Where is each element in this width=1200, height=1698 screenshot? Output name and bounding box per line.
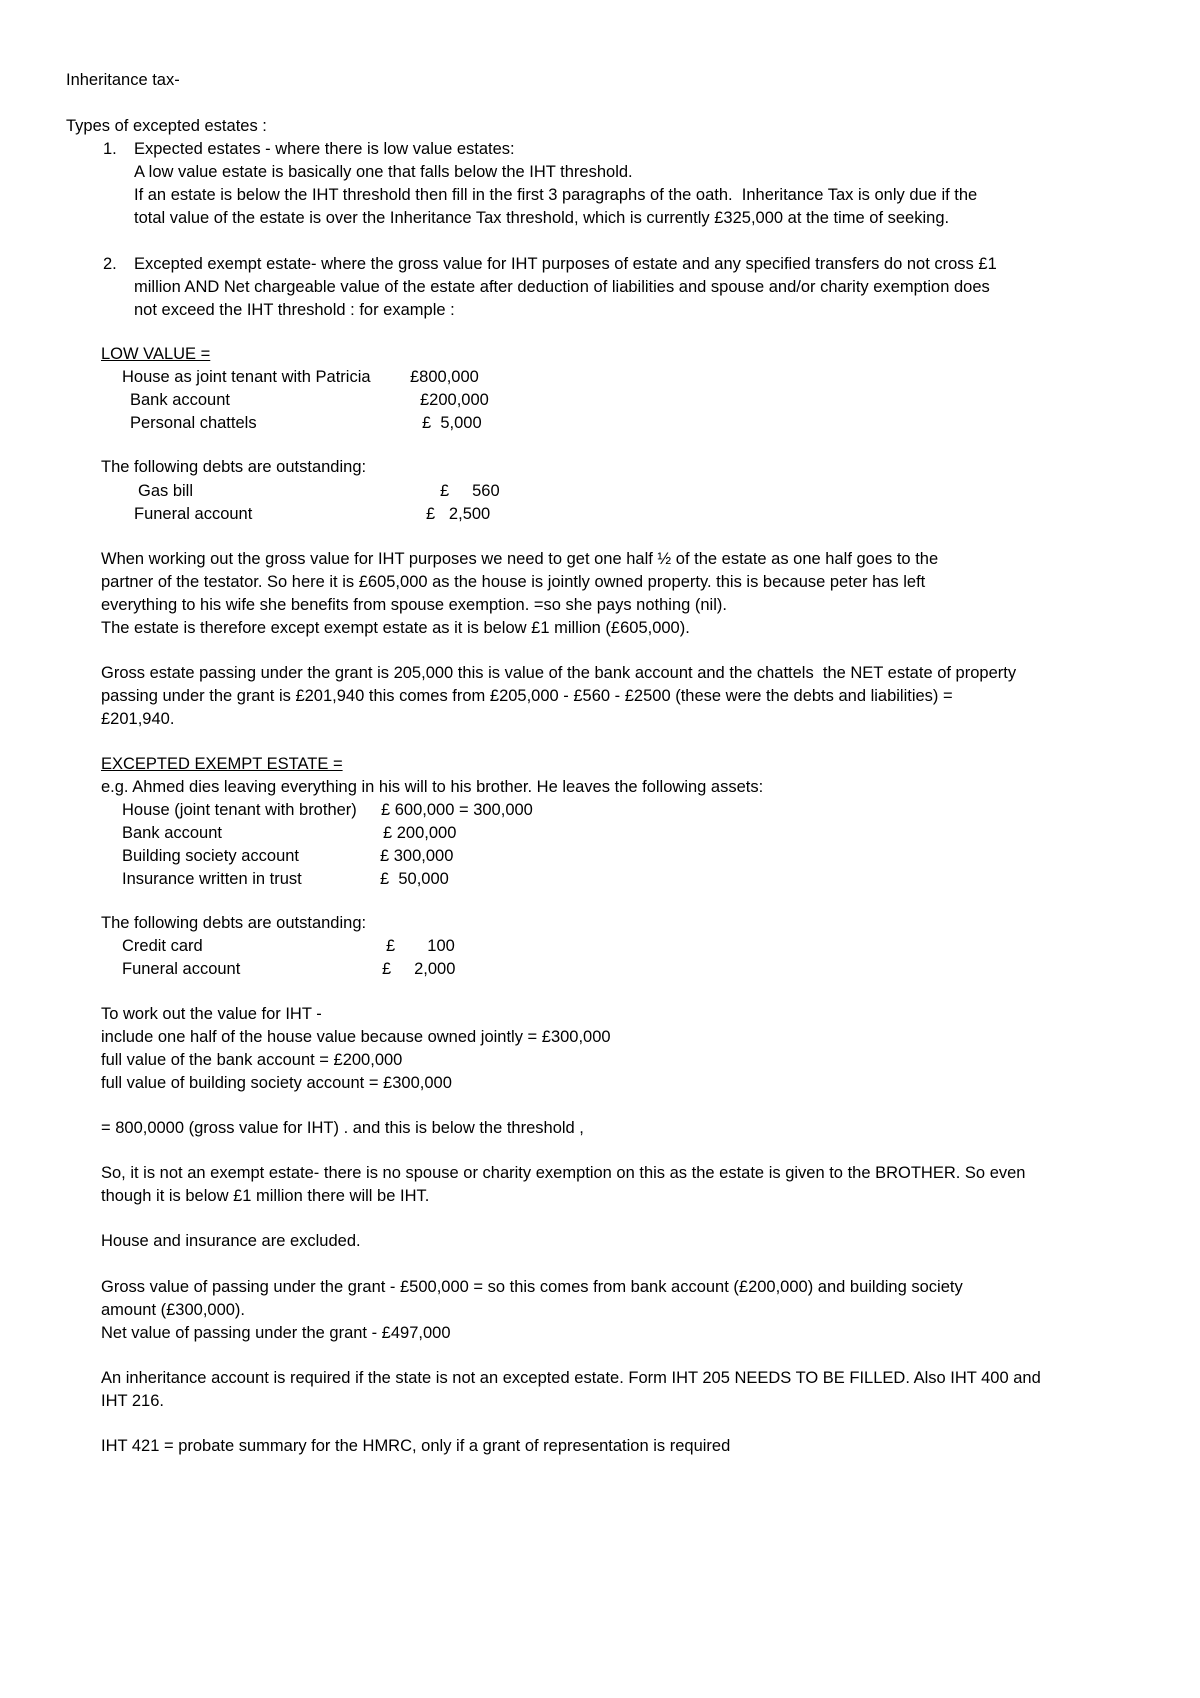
result-line: = 800,0000 (gross value for IHT) . and this is below the threshold , (101, 1119, 584, 1137)
debt-label: Credit card (122, 937, 203, 955)
item-1-number: 1. (103, 140, 117, 158)
paragraph-line: When working out the gross value for IHT purposes we need to get one half ½ of the estate as one half goes to the (101, 550, 939, 568)
asset-label: Bank account (130, 391, 230, 409)
iht421-line: IHT 421 = probate summary for the HMRC, only if a grant of representation is required (101, 1437, 731, 1455)
work-out-line: full value of the bank account = £200,000 (101, 1051, 403, 1069)
asset-amount: £ 5,000 (422, 414, 482, 432)
asset-amount: £ 50,000 (380, 870, 449, 888)
asset-amount: £ 200,000 (383, 824, 457, 842)
debt-amount: £ 2,500 (426, 505, 491, 523)
debt-amount: £ 2,000 (382, 960, 456, 978)
paragraph-line: Gross estate passing under the grant is 205,000 this is value of the bank account and the chattels the NET estate of property (101, 664, 1017, 682)
paragraph-line: Gross value of passing under the grant - £500,000 = so this comes from bank account (£200,000) and building society (101, 1278, 963, 1296)
excepted-exempt-heading: EXCEPTED EXEMPT ESTATE = (101, 755, 343, 773)
paragraph-line: passing under the grant is £201,940 this comes from £205,000 - £560 - £2500 (these were the debts and liabilities) = (101, 687, 953, 705)
asset-label: Insurance written in trust (122, 870, 302, 888)
debt-label: Funeral account (134, 505, 253, 523)
asset-amount: £200,000 (420, 391, 489, 409)
item-1-line: total value of the estate is over the Inheritance Tax threshold, which is currently £325,000 at the time of seeking. (134, 209, 950, 227)
paragraph-line: £201,940. (101, 710, 175, 728)
debt-amount: £ 100 (386, 937, 455, 955)
paragraph-line: So, it is not an exempt estate- there is no spouse or charity exemption on this as the estate is given to the BROTHER. So even (101, 1164, 1026, 1182)
example-intro: e.g. Ahmed dies leaving everything in his will to his brother. He leaves the following assets: (101, 778, 764, 796)
paragraph-line: amount (£300,000). (101, 1301, 246, 1319)
types-heading: Types of excepted estates : (66, 117, 267, 135)
asset-amount: £800,000 (410, 368, 479, 386)
debt-label: Funeral account (122, 960, 241, 978)
debt-label: Gas bill (138, 482, 194, 500)
paragraph-line: An inheritance account is required if the state is not an excepted estate. Form IHT 205 NEEDS TO BE FILLED. Also IHT 400 and (101, 1369, 1041, 1387)
item-2-line: Excepted exempt estate- where the gross value for IHT purposes of estate and any specified transfers do not cross £1 (134, 255, 997, 273)
item-2-number: 2. (103, 255, 117, 273)
asset-amount: £ 600,000 = 300,000 (381, 801, 533, 819)
asset-label: House as joint tenant with Patricia (122, 368, 371, 386)
asset-label: Building society account (122, 847, 300, 865)
item-2-line: not exceed the IHT threshold : for example : (134, 301, 455, 319)
paragraph-line: The estate is therefore except exempt estate as it is below £1 million (£605,000). (101, 619, 690, 637)
page-title: Inheritance tax- (66, 71, 180, 89)
item-1-line: If an estate is below the IHT threshold then fill in the first 3 paragraphs of the oath. Inheritance Tax is only due if the (134, 186, 978, 204)
work-out-line: full value of building society account = £300,000 (101, 1074, 452, 1092)
work-out-line: To work out the value for IHT - (101, 1005, 322, 1023)
item-1-line: Expected estates - where there is low value estates: (134, 140, 515, 158)
asset-amount: £ 300,000 (380, 847, 454, 865)
paragraph-line: IHT 216. (101, 1392, 164, 1410)
asset-label: Bank account (122, 824, 222, 842)
debts-heading: The following debts are outstanding: (101, 458, 367, 476)
paragraph-line: everything to his wife she benefits from spouse exemption. =so she pays nothing (nil). (101, 596, 727, 614)
work-out-line: include one half of the house value because owned jointly = £300,000 (101, 1028, 611, 1046)
item-2-line: million AND Net chargeable value of the estate after deduction of liabilities and spouse and/or charity exemption does (134, 278, 990, 296)
paragraph-line: partner of the testator. So here it is £605,000 as the house is jointly owned property. this is because peter has left (101, 573, 926, 591)
debt-amount: £ 560 (440, 482, 500, 500)
low-value-heading: LOW VALUE = (101, 345, 211, 363)
asset-label: Personal chattels (130, 414, 257, 432)
excluded-line: House and insurance are excluded. (101, 1232, 361, 1250)
paragraph-line: though it is below £1 million there will be IHT. (101, 1187, 430, 1205)
item-1-line: A low value estate is basically one that falls below the IHT threshold. (134, 163, 633, 181)
paragraph-line: Net value of passing under the grant - £497,000 (101, 1324, 451, 1342)
debts-heading: The following debts are outstanding: (101, 914, 367, 932)
asset-label: House (joint tenant with brother) (122, 801, 357, 819)
